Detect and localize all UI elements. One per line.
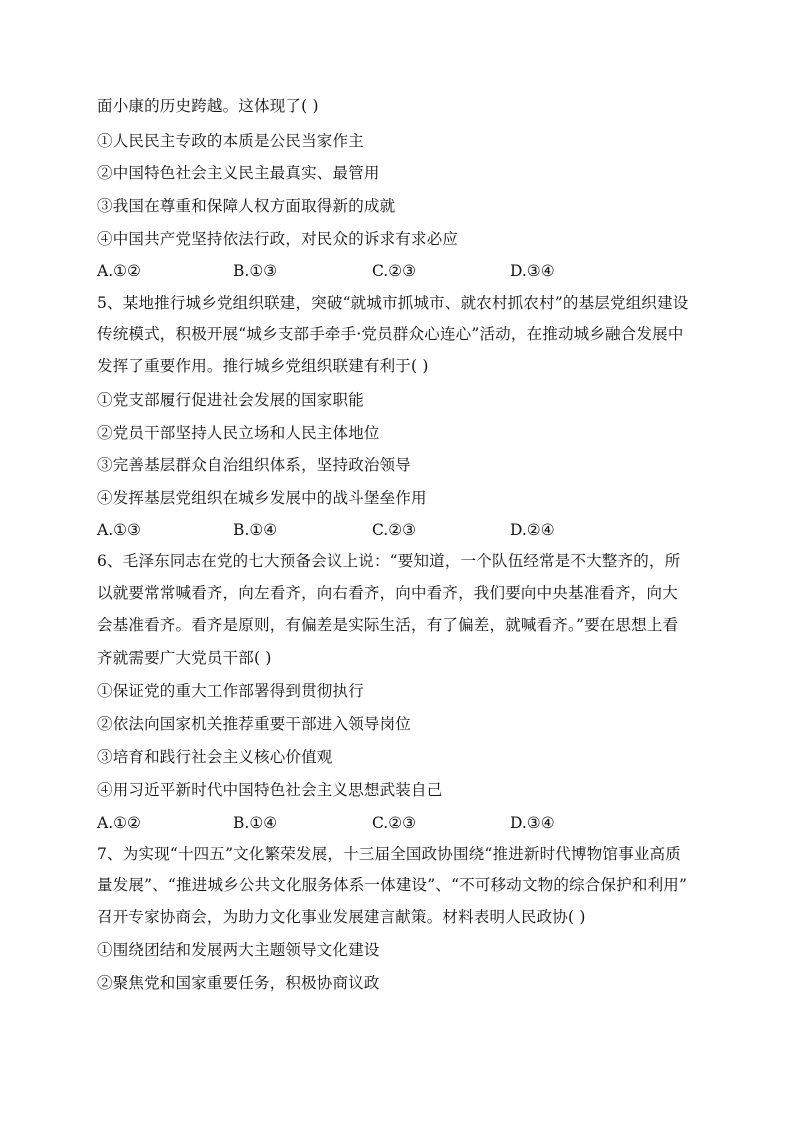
q5-statement-1: ①党支部履行促进社会发展的国家职能 [97, 391, 364, 409]
q7-stem-line-2: 量发展”、“推进城乡公共文化服务体系一体建设”、“不可移动文物的综合保护和利用” [97, 876, 688, 894]
q4-statement-4: ④中国共产党坚持依法行政，对民众的诉求有求必应 [97, 230, 459, 248]
q6-stem-line-4: 齐就需要广大党员干部( ) [97, 649, 272, 667]
q4-option-c: C.②③ [372, 262, 417, 280]
q5-stem-line-3: 发挥了重要作用。推行城乡党组织联建有利于( ) [97, 357, 429, 375]
q6-option-b: B.①④ [233, 814, 278, 832]
q5-option-a: A.①③ [97, 521, 141, 539]
q5-stem-line-1: 5、某地推行城乡党组织联建，突破“就城市抓城市、就农村抓农村”的基层党组织建设 [97, 294, 689, 312]
q7-statement-1: ①围绕团结和发展两大主题领导文化建设 [97, 941, 380, 959]
q7-stem-line-3: 召开专家协商会，为助力文化事业发展建言献策。材料表明人民政协( ) [97, 908, 586, 926]
q4-options [97, 261, 697, 281]
q7-stem-line-1: 7、为实现“十四五”文化繁荣发展，十三届全国政协围绕“推进新时代博物馆事业高质 [97, 845, 681, 863]
q6-stem-line-1: 6、毛泽东同志在党的七大预备会议上说：“要知道，一个队伍经常是不大整齐的，所 [97, 552, 681, 570]
q6-option-c: C.②③ [372, 814, 417, 832]
q5-option-c: C.②③ [372, 521, 417, 539]
q4-option-b: B.①③ [233, 262, 278, 280]
q4-statement-3: ③我国在尊重和保障人权方面取得新的成就 [97, 197, 396, 215]
q4-stem-tail: 面小康的历史跨越。这体现了( ) [97, 97, 319, 115]
q5-option-d: D.②④ [510, 521, 555, 539]
q5-option-b: B.①④ [233, 521, 278, 539]
q6-option-d: D.③④ [510, 814, 555, 832]
q4-statement-1: ①人民民主专政的本质是公民当家作主 [97, 132, 364, 150]
q6-stem-line-2: 以就要常常喊看齐，向左看齐，向右看齐，向中看齐，我们要向中央基准看齐，向大 [97, 584, 678, 602]
q5-statement-3: ③完善基层群众自治组织体系，坚持政治领导 [97, 456, 412, 474]
q7-statement-2: ②聚焦党和国家重要任务，积极协商议政 [97, 974, 380, 992]
q4-option-d: D.③④ [510, 262, 555, 280]
q6-statement-3: ③培育和践行社会主义核心价值观 [97, 748, 333, 766]
q5-options [97, 520, 697, 540]
q6-statement-2: ②依法向国家机关推荐重要干部进入领导岗位 [97, 715, 412, 733]
q5-statement-4: ④发挥基层党组织在城乡发展中的战斗堡垒作用 [97, 489, 427, 507]
q6-option-a: A.①② [97, 814, 141, 832]
q5-stem-line-2: 传统模式，积极开展“城乡支部手牵手·党员群众心连心”活动，在推动城乡融合发展中 [97, 325, 684, 343]
q5-statement-2: ②党员干部坚持人民立场和人民主体地位 [97, 424, 380, 442]
q4-option-a: A.①② [97, 262, 141, 280]
q6-options [97, 813, 697, 833]
q4-statement-2: ②中国特色社会主义民主最真实、最管用 [97, 164, 380, 182]
q6-statement-1: ①保证党的重大工作部署得到贯彻执行 [97, 682, 364, 700]
q6-statement-4: ④用习近平新时代中国特色社会主义思想武装自己 [97, 781, 443, 799]
q6-stem-line-3: 会基准看齐。看齐是原则，有偏差是实际生活，有了偏差，就喊看齐。”要在思想上看 [97, 616, 679, 634]
